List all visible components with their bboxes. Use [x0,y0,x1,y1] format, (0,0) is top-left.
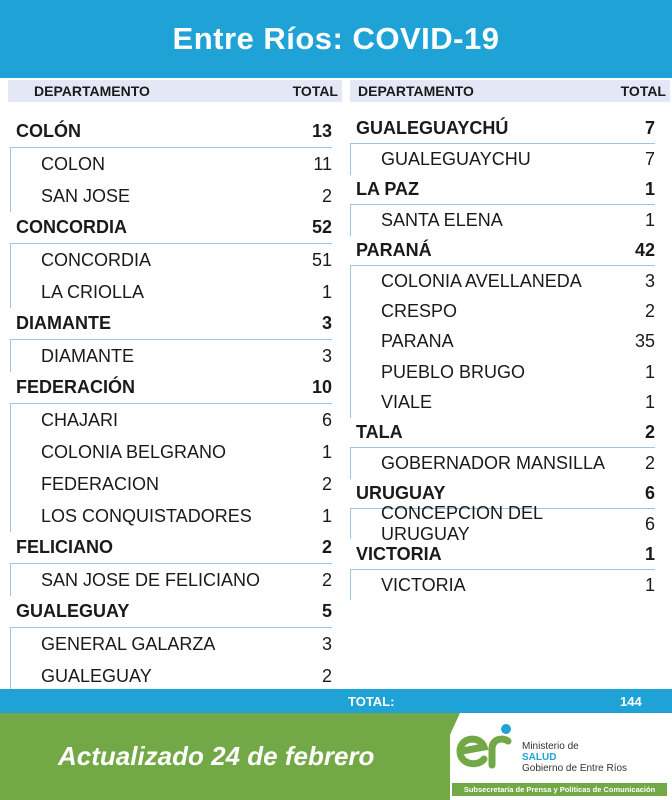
locality-row [10,276,332,308]
locality-row [350,327,655,357]
locality-row [10,564,332,596]
locality-row [350,296,655,326]
locality-name: CONCORDIA [41,249,152,270]
total-value: 144 [620,694,642,709]
header-departamento: DEPARTAMENTO [358,83,474,99]
page-title: Entre Ríos: COVID-19 [172,21,500,56]
locality-row [350,266,655,296]
locality-name: DIAMANTE [41,345,135,366]
locality-name: COLONIA AVELLANEDA [381,270,582,291]
ministry-text [522,741,627,774]
ministry-line1: Ministerio de [522,741,579,752]
column-header-left [8,80,342,102]
locality-total: 3 [321,345,332,366]
title-bar [0,0,672,78]
locality-row [350,205,655,235]
department-row [10,596,332,628]
department-name: VICTORIA [356,543,442,564]
department-row [350,114,655,144]
department-total: 2 [321,537,332,557]
department-row [10,308,332,340]
department-name: GUALEGUAYCHÚ [356,118,509,139]
locality-row [10,340,332,372]
locality-row [10,436,332,468]
locality-total: 2 [321,185,332,206]
total-label: TOTAL: [348,694,395,709]
locality-total: 7 [644,149,655,170]
locality-row [350,357,655,387]
locality-total: 35 [634,331,655,352]
locality-row [10,180,332,212]
locality-total: 11 [313,153,332,174]
locality-total: 2 [321,665,332,686]
locality-total: 1 [321,505,332,526]
department-row [10,212,332,244]
department-name: FELICIANO [16,537,113,557]
locality-row [350,503,655,545]
department-total: 1 [644,178,655,199]
locality-total: 3 [644,270,655,291]
department-total: 42 [634,239,655,260]
locality-name: LA CRIOLLA [41,281,145,302]
department-row [10,372,332,404]
locality-name: CRESPO [381,301,458,322]
locality-row [10,500,332,532]
locality-row [350,570,655,600]
locality-name: GUALEGUAYCHU [381,149,531,170]
department-total: 2 [644,422,655,443]
updated-date: Actualizado 24 de febrero [58,741,375,771]
department-name: DIAMANTE [16,313,111,333]
department-total: 6 [644,482,655,503]
column-header-right [350,80,670,102]
locality-name: GOBERNADOR MANSILLA [381,452,606,473]
header-total: TOTAL [620,83,666,99]
locality-row [350,144,655,174]
department-row [10,532,332,564]
locality-row [10,244,332,276]
locality-name: VICTORIA [381,574,466,595]
locality-total: 1 [644,574,655,595]
locality-name: CONCEPCION DEL URUGUAY [381,503,543,545]
department-row [350,175,655,205]
ministry-logo [452,721,667,796]
locality-name: COLON [41,153,106,174]
locality-row [350,448,655,478]
ministry-line3: Gobierno de Entre Ríos [522,763,628,774]
locality-total: 2 [321,569,332,590]
footer [0,713,672,800]
locality-row [10,148,332,180]
header-departamento: DEPARTAMENTO [34,83,150,99]
locality-name: PUEBLO BRUGO [381,361,526,382]
locality-name: COLONIA BELGRANO [41,441,227,462]
locality-total: 2 [321,473,332,494]
department-name: FEDERACIÓN [16,377,136,397]
locality-name: CHAJARI [41,409,119,430]
ministry-line2: SALUD [522,752,557,763]
locality-total: 1 [644,361,655,382]
locality-name: LOS CONQUISTADORES [41,505,252,526]
locality-total: 1 [321,281,332,302]
locality-total: 2 [644,301,655,322]
department-name: URUGUAY [356,482,446,503]
department-row [10,116,332,148]
locality-total: 1 [644,392,655,413]
right-column [350,114,655,600]
locality-total: 1 [321,441,332,462]
department-name: TALA [356,422,403,443]
locality-row [350,388,655,418]
locality-total: 6 [321,409,332,430]
total-bar [0,689,672,713]
department-total: 10 [311,377,332,397]
department-row [350,539,655,569]
locality-name: SANTA ELENA [381,209,503,230]
header-total: TOTAL [292,83,338,99]
locality-total: 3 [321,633,332,654]
department-total: 3 [321,313,332,333]
locality-row [10,660,332,692]
department-row [350,418,655,448]
department-total: 7 [644,118,655,139]
update-banner [0,713,450,800]
department-row [350,236,655,266]
department-name: CONCORDIA [16,217,127,237]
department-total: 52 [311,217,332,237]
department-name: PARANÁ [356,239,432,260]
locality-row [10,628,332,660]
locality-total: 2 [644,452,655,473]
department-name: COLÓN [16,121,81,141]
left-column [10,116,332,692]
locality-name: FEDERACION [41,473,160,494]
locality-row [10,404,332,436]
locality-name: GUALEGUAY [41,665,152,686]
locality-total: 1 [644,209,655,230]
locality-total: 51 [311,249,332,270]
department-name: LA PAZ [356,178,419,199]
locality-row [10,468,332,500]
locality-name: SAN JOSE [41,185,131,206]
subsecretaria-band: Subsecretaría de Prensa y Políticas de Comunicación [452,783,667,796]
er-logo-icon [452,721,516,775]
locality-name: PARANA [381,331,454,352]
locality-name: VIALE [381,392,433,413]
locality-name: GENERAL GALARZA [41,633,216,654]
department-name: GUALEGUAY [16,601,130,621]
locality-total: 6 [644,513,655,534]
department-total: 1 [644,543,655,564]
department-total: 13 [311,121,332,141]
department-total: 5 [321,601,332,621]
locality-name: SAN JOSE DE FELICIANO [41,569,261,590]
